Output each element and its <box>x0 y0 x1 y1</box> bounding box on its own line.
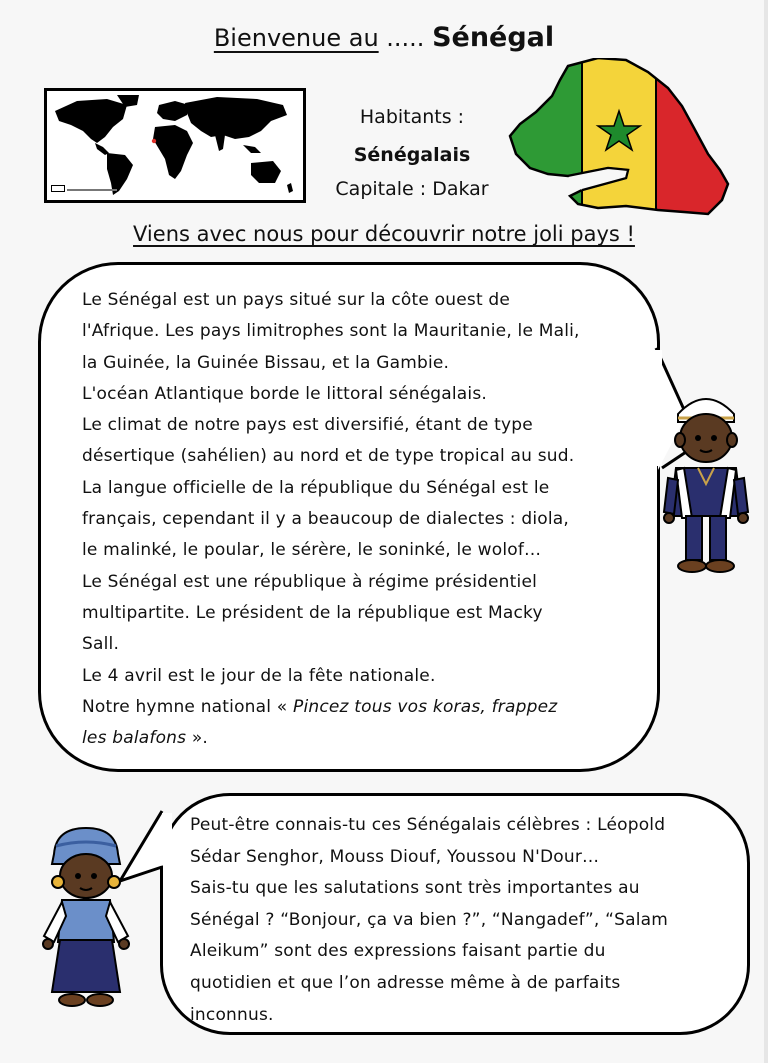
text-line: Aleikum” sont des expressions faisant partie du <box>190 941 606 962</box>
subtitle: Viens avec nous pour découvrir notre joli pays ! <box>133 222 635 246</box>
text-line: Sall. <box>82 634 120 655</box>
anthem-prefix: Notre hymne national « <box>82 696 293 717</box>
anthem-line <box>82 692 642 723</box>
text-line: le malinké, le poular, le sérère, le soninké, le wolof… <box>82 540 542 561</box>
text-line: La langue officielle de la république du Sénégal est le <box>82 477 550 498</box>
text-line: désertique (sahélien) au nord et de type tropical au sud. <box>82 446 575 467</box>
text-line: Peut-être connais-tu ces Sénégalais célèbres : Léopold <box>190 815 666 835</box>
habitants-label: Habitants : <box>359 106 465 128</box>
habitants-value: Sénégalais <box>353 144 471 166</box>
bubble-secondary-text <box>190 810 735 1031</box>
page-edge <box>764 0 768 1063</box>
capitale-text: Capitale : Dakar <box>335 178 489 200</box>
text-line: Sédar Senghor, Mouss Diouf, Youssou N'Dour… <box>190 846 600 867</box>
senegal-map-flag-icon <box>508 58 730 216</box>
text-line: quotidien et que l’on adresse même à de parfaits <box>190 972 621 993</box>
page-title <box>0 22 768 53</box>
text-line: la Guinée, la Guinée Bissau, et la Gambie. <box>82 352 450 373</box>
text-line: Sénégal ? “Bonjour, ça va bien ?”, “Nangadef”, “Salam <box>190 909 668 930</box>
senegal-flag-map <box>508 58 730 216</box>
bubble-main-text <box>82 285 642 754</box>
anthem-line-2 <box>82 723 642 754</box>
text-line: Sais-tu que les salutations sont très importantes au <box>190 878 640 899</box>
text-line: L'océan Atlantique borde le littoral sénégalais. <box>82 383 487 404</box>
anthem-suffix: ». <box>186 728 209 749</box>
text-line: Le Sénégal est un pays situé sur la côte ouest de <box>82 290 511 310</box>
text-line: multipartite. Le président de la république est Macky <box>82 602 543 623</box>
text-line: l'Afrique. Les pays limitrophes sont la Mauritanie, le Mali, <box>82 321 580 342</box>
text-line: inconnus. <box>190 1004 274 1025</box>
text-line: Le 4 avril est le jour de la fête nationale. <box>82 665 436 686</box>
text-line: Le Sénégal est une république à régime présidentiel <box>82 571 538 592</box>
world-map-icon <box>47 91 303 200</box>
title-dots: ..... <box>378 24 433 52</box>
title-prefix: Bienvenue au <box>213 24 379 52</box>
boy-character-icon <box>662 388 750 578</box>
anthem-title-part1: Pincez tous vos koras, frappez <box>293 696 558 717</box>
anthem-title-part2: les balafons <box>82 728 187 749</box>
title-country: Sénégal <box>432 22 555 53</box>
text-line: Le climat de notre pays est diversifié, étant de type <box>82 415 533 436</box>
world-map-image <box>44 88 306 203</box>
text-line: français, cependant il y a beaucoup de dialectes : diola, <box>82 509 569 530</box>
girl-character-icon <box>36 824 136 1014</box>
